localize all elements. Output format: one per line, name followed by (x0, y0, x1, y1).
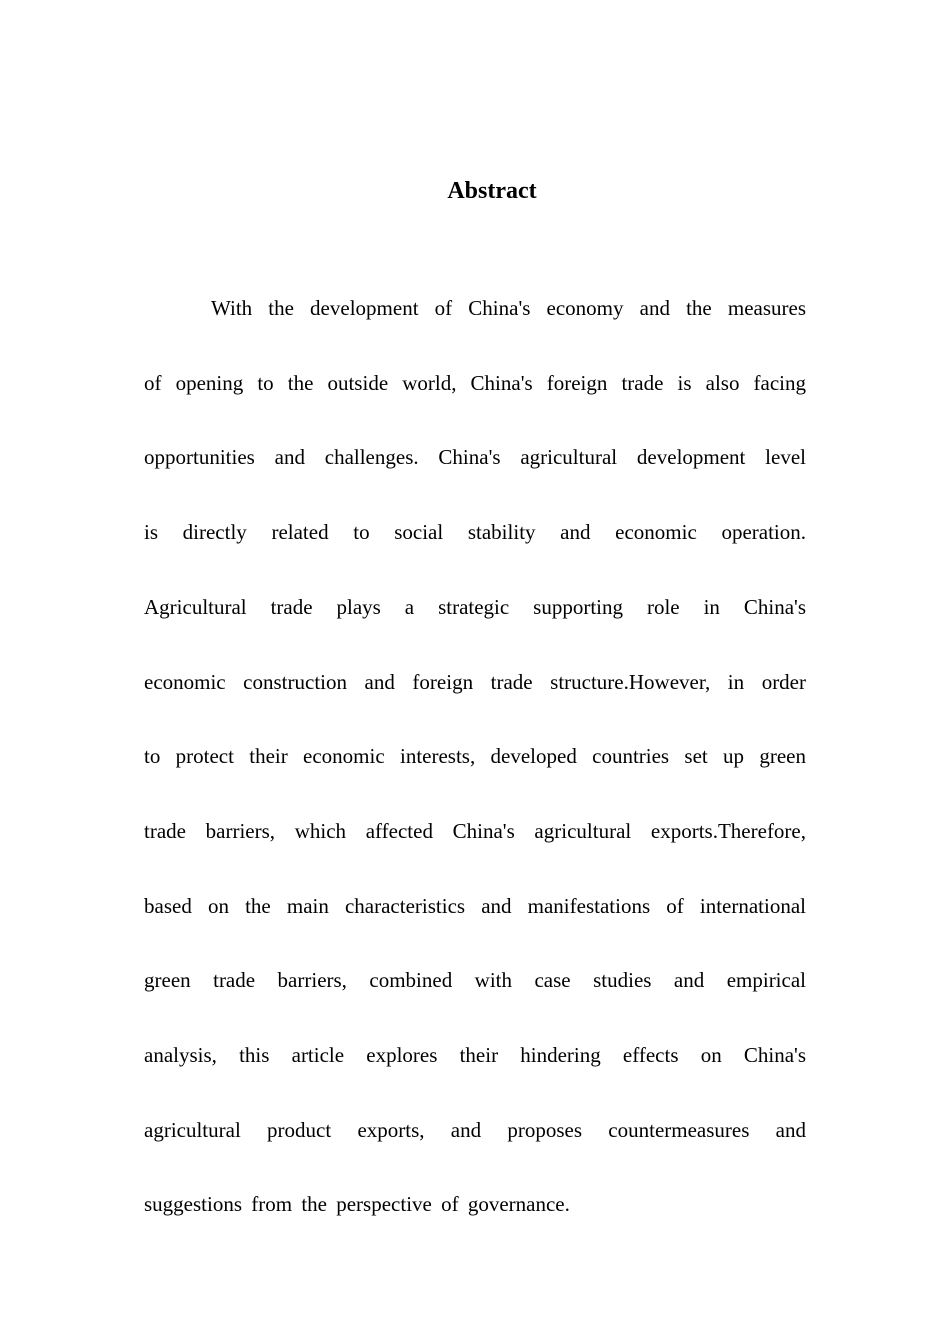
abstract-line-13: suggestions from the perspective of governance. (144, 1192, 570, 1217)
abstract-line-1: With the development of China's economy and the measures (211, 296, 806, 320)
abstract-line-9: based on the main characteristics and manifestations of international (144, 893, 806, 918)
abstract-line-2: of opening to the outside world, China's foreign trade is also facing (144, 370, 806, 395)
abstract-line-6: economic construction and foreign trade structure.However, in order (144, 669, 806, 694)
abstract-line-11: analysis, this article explores their hindering effects on China's (144, 1043, 806, 1068)
abstract-line-7: to protect their economic interests, developed countries set up green (144, 744, 806, 769)
abstract-line-5: Agricultural trade plays a strategic supporting role in China's (144, 594, 806, 619)
abstract-title: Abstract (447, 178, 537, 204)
abstract-line-8: trade barriers, which affected China's agricultural exports.Therefore, (144, 818, 806, 843)
abstract-line-12: agricultural product exports, and proposes countermeasures and (144, 1117, 806, 1142)
abstract-body (144, 271, 806, 1242)
abstract-line-3: opportunities and challenges. China's agricultural development level (144, 445, 806, 470)
abstract-line-4: is directly related to social stability and economic operation. (144, 520, 806, 545)
abstract-line-10: green trade barriers, combined with case studies and empirical (144, 968, 806, 993)
